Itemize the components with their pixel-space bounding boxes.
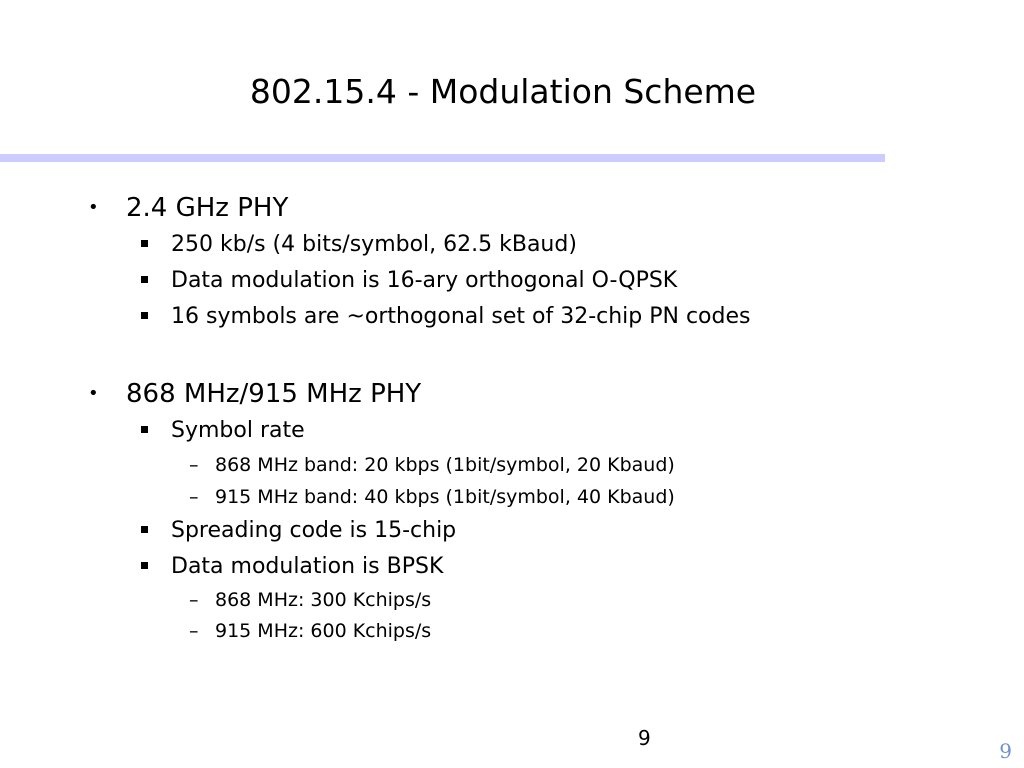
sub-sub-bullet-text: 915 MHz band: 40 kbps (1bit/symbol, 40 Kbaud) (215, 486, 675, 508)
round-bullet-icon: • (88, 197, 99, 218)
sub-sub-bullet-item (189, 454, 675, 476)
bullet-section-2-4ghz-phy (88, 193, 289, 223)
section-heading: 2.4 GHz PHY (126, 193, 289, 223)
square-bullet-icon (141, 312, 148, 319)
sub-sub-bullet-item (189, 589, 432, 611)
round-bullet-icon: • (88, 383, 99, 404)
sub-sub-bullet-item (189, 620, 432, 642)
bullet-section-868-915mhz-phy (88, 379, 422, 409)
sub-bullet-item (171, 268, 677, 293)
sub-bullet-item (171, 518, 456, 543)
sub-sub-bullet-text: 915 MHz: 600 Kchips/s (215, 620, 432, 642)
square-bullet-icon (141, 426, 148, 433)
sub-bullet-text: Data modulation is BPSK (171, 554, 444, 579)
dash-bullet-icon: – (189, 454, 199, 476)
sub-bullet-text: Symbol rate (171, 418, 305, 443)
sub-bullet-text: 16 symbols are ~orthogonal set of 32-chip PN codes (171, 304, 751, 329)
sub-sub-bullet-text: 868 MHz band: 20 kbps (1bit/symbol, 20 Kbaud) (215, 454, 675, 476)
corner-page-number: 9 (999, 739, 1012, 763)
sub-bullet-item (171, 418, 305, 443)
sub-bullet-item (171, 232, 577, 257)
sub-bullet-text: Data modulation is 16-ary orthogonal O-QPSK (171, 268, 678, 293)
sub-sub-bullet-text: 868 MHz: 300 Kchips/s (215, 589, 432, 611)
sub-bullet-item (171, 554, 443, 579)
title-underline-bar (0, 154, 885, 162)
slide-title: 802.15.4 - Modulation Scheme (249, 72, 757, 111)
square-bullet-icon (141, 562, 148, 569)
square-bullet-icon (141, 276, 148, 283)
dash-bullet-icon: – (189, 486, 199, 508)
sub-bullet-text: 250 kb/s (4 bits/symbol, 62.5 kBaud) (171, 232, 577, 257)
sub-bullet-text: Spreading code is 15-chip (171, 518, 457, 543)
dash-bullet-icon: – (189, 589, 199, 611)
sub-sub-bullet-item (189, 486, 675, 508)
dash-bullet-icon: – (189, 620, 199, 642)
square-bullet-icon (141, 526, 148, 533)
page-number: 9 (638, 726, 651, 750)
square-bullet-icon (141, 240, 148, 247)
sub-bullet-item (171, 304, 750, 329)
section-heading: 868 MHz/915 MHz PHY (126, 379, 422, 409)
